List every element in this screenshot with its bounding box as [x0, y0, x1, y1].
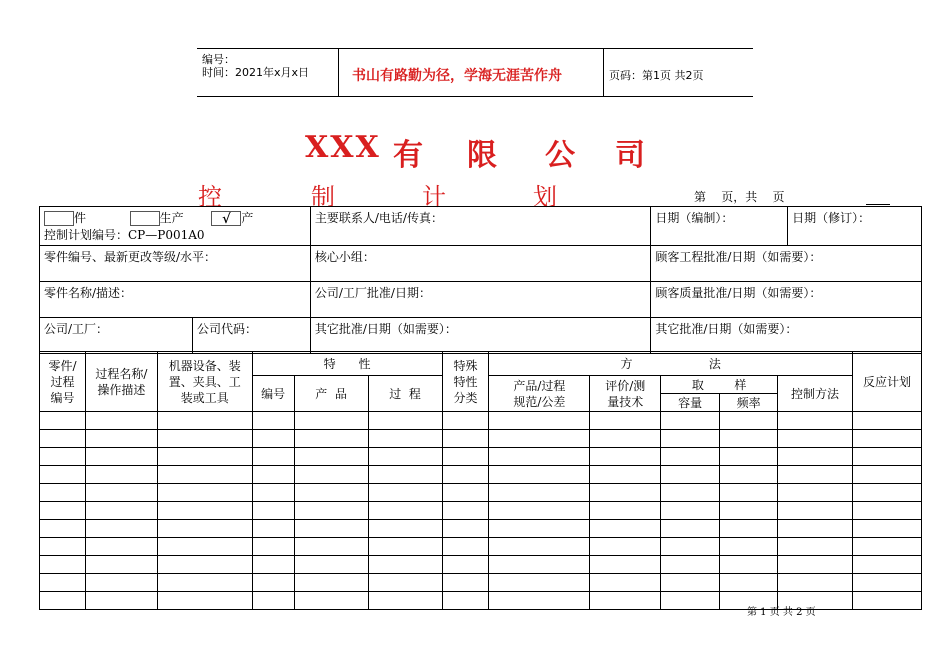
plant-approval-cell: 公司/工厂批准/日期： — [310, 282, 650, 318]
header-line: 机器设备、装 — [168, 358, 241, 373]
table-cell[interactable] — [590, 412, 661, 430]
table-cell[interactable] — [40, 556, 86, 574]
table-cell[interactable] — [40, 574, 86, 592]
table-cell[interactable] — [368, 484, 442, 502]
table-cell[interactable] — [294, 520, 368, 538]
table-cell[interactable] — [852, 502, 921, 520]
table-cell[interactable] — [294, 430, 368, 448]
table-cell[interactable] — [590, 574, 661, 592]
table-cell[interactable] — [489, 538, 590, 556]
table-cell[interactable] — [852, 592, 921, 610]
table-cell[interactable] — [294, 484, 368, 502]
table-cell[interactable] — [252, 430, 294, 448]
table-cell[interactable] — [489, 448, 590, 466]
col-process-name — [85, 352, 157, 412]
table-cell[interactable] — [252, 448, 294, 466]
table-row — [40, 520, 922, 538]
table-cell[interactable] — [157, 556, 252, 574]
table-cell[interactable] — [442, 592, 489, 610]
table-row — [40, 412, 922, 430]
header-line: 量技术 — [607, 394, 644, 409]
table-cell[interactable] — [252, 520, 294, 538]
table-cell[interactable] — [590, 520, 661, 538]
company-plant-cell: 公司/工厂： — [40, 318, 193, 354]
table-cell[interactable] — [852, 556, 921, 574]
header-line: 编号 — [50, 390, 75, 405]
page-info: 第 页，共 页 — [694, 190, 785, 204]
table-cell[interactable] — [778, 466, 853, 484]
header-line: 过程 — [50, 374, 75, 389]
core-team-cell: 核心小组： — [310, 246, 650, 282]
table-cell[interactable] — [157, 502, 252, 520]
table-cell[interactable] — [720, 430, 778, 448]
table-cell[interactable] — [720, 538, 778, 556]
col-sample: 取 样 — [661, 376, 778, 394]
table-cell[interactable] — [852, 520, 921, 538]
customer-eng-approval-cell: 顾客工程批准/日期（如需要）： — [651, 246, 922, 282]
table-cell[interactable] — [590, 430, 661, 448]
header-line: 零件/ — [48, 358, 77, 373]
col-spec-tolerance — [489, 376, 590, 412]
table-cell[interactable] — [85, 466, 157, 484]
table-cell[interactable] — [778, 574, 853, 592]
table-cell[interactable] — [252, 538, 294, 556]
other-approval-cell: 其它批准/日期（如需要）： — [310, 318, 650, 354]
table-cell[interactable] — [40, 520, 86, 538]
table-cell[interactable] — [85, 574, 157, 592]
header-line: 过程名称/ — [95, 366, 148, 381]
table-cell[interactable] — [442, 430, 489, 448]
part-name-cell: 零件名称/描述： — [40, 282, 311, 318]
table-cell[interactable] — [489, 430, 590, 448]
table-cell[interactable] — [252, 574, 294, 592]
contact-cell: 主要联系人/电话/传真： — [310, 207, 650, 246]
header-divider — [603, 48, 604, 96]
table-cell[interactable] — [590, 466, 661, 484]
footer-page: 第 1 页 共 2 页 — [747, 607, 816, 618]
table-cell[interactable] — [40, 466, 86, 484]
table-cell[interactable] — [590, 556, 661, 574]
header-line: 产品/过程 — [513, 378, 566, 393]
company-title-part: 限 — [467, 138, 499, 173]
table-cell[interactable] — [368, 556, 442, 574]
table-cell[interactable] — [157, 484, 252, 502]
plan-title — [198, 177, 578, 211]
table-cell[interactable] — [85, 556, 157, 574]
table-row — [40, 502, 922, 520]
table-cell[interactable] — [489, 412, 590, 430]
table-cell[interactable] — [442, 466, 489, 484]
table-cell[interactable] — [590, 538, 661, 556]
table-cell[interactable] — [778, 430, 853, 448]
table-cell[interactable] — [852, 466, 921, 484]
prototype-checkbox[interactable] — [44, 211, 74, 226]
header-top-rule — [197, 48, 753, 49]
table-cell[interactable] — [489, 574, 590, 592]
plan-number: 控制计划编号：CP—P001A0 — [44, 228, 205, 242]
table-cell[interactable] — [85, 448, 157, 466]
table-cell[interactable] — [489, 520, 590, 538]
table-cell[interactable] — [489, 502, 590, 520]
table-cell[interactable] — [368, 538, 442, 556]
plan-title-char: 划 — [533, 183, 557, 211]
table-cell[interactable] — [778, 502, 853, 520]
col-process: 过 程 — [368, 376, 442, 412]
table-cell[interactable] — [720, 448, 778, 466]
table-cell[interactable] — [720, 502, 778, 520]
plan-title-char: 控 — [198, 183, 222, 211]
table-cell[interactable] — [489, 592, 590, 610]
table-cell[interactable] — [590, 592, 661, 610]
table-cell[interactable] — [489, 484, 590, 502]
table-row — [40, 430, 922, 448]
table-cell[interactable] — [294, 412, 368, 430]
table-cell[interactable] — [368, 502, 442, 520]
table-cell[interactable] — [778, 484, 853, 502]
table-cell[interactable] — [661, 574, 720, 592]
table-cell[interactable] — [157, 574, 252, 592]
col-sample-freq: 频率 — [720, 394, 778, 412]
table-cell[interactable] — [720, 412, 778, 430]
table-cell[interactable] — [252, 484, 294, 502]
page-code: 页码：第1页 共2页 — [609, 69, 704, 82]
col-equipment — [157, 352, 252, 412]
header-bottom-rule — [197, 96, 753, 97]
table-cell[interactable] — [157, 430, 252, 448]
table-cell[interactable] — [85, 484, 157, 502]
table-cell[interactable] — [252, 592, 294, 610]
other-approval-cell: 其它批准/日期（如需要）： — [651, 318, 922, 354]
table-cell[interactable] — [442, 502, 489, 520]
table-row — [40, 466, 922, 484]
header-line: 装或工具 — [180, 390, 229, 405]
table-cell[interactable] — [852, 430, 921, 448]
table-cell[interactable] — [368, 466, 442, 484]
table-cell[interactable] — [157, 592, 252, 610]
table-cell[interactable] — [85, 538, 157, 556]
table-cell[interactable] — [294, 592, 368, 610]
table-cell[interactable] — [442, 556, 489, 574]
header-line: 特性 — [453, 374, 478, 389]
table-cell[interactable] — [40, 484, 86, 502]
table-cell[interactable] — [252, 502, 294, 520]
table-cell[interactable] — [489, 556, 590, 574]
header-line: 特殊 — [453, 358, 478, 373]
table-cell[interactable] — [40, 430, 86, 448]
table-cell[interactable] — [442, 484, 489, 502]
table-cell[interactable] — [720, 484, 778, 502]
table-cell[interactable] — [778, 448, 853, 466]
table-row — [40, 448, 922, 466]
table-cell[interactable] — [85, 412, 157, 430]
company-title-part: XXX — [305, 130, 381, 165]
prototype-label: 件 — [74, 211, 87, 225]
table-cell[interactable] — [157, 466, 252, 484]
table-cell[interactable] — [778, 520, 853, 538]
production-checkbox[interactable]: √ — [211, 211, 241, 226]
table-cell[interactable] — [40, 502, 86, 520]
header-line: 操作描述 — [97, 382, 146, 397]
col-characteristics: 特 性 — [252, 352, 442, 376]
table-cell[interactable] — [720, 520, 778, 538]
table-cell[interactable] — [157, 448, 252, 466]
col-reaction-plan: 反应计划 — [852, 352, 921, 412]
table-cell[interactable] — [157, 412, 252, 430]
table-cell[interactable] — [85, 430, 157, 448]
table-cell[interactable] — [368, 412, 442, 430]
company-title-part: 有 — [393, 138, 425, 173]
table-cell[interactable] — [661, 592, 720, 610]
table-row — [40, 574, 922, 592]
table-cell[interactable] — [252, 556, 294, 574]
table-cell[interactable] — [368, 520, 442, 538]
table-cell[interactable] — [778, 538, 853, 556]
table-cell[interactable] — [442, 538, 489, 556]
table-cell[interactable] — [442, 520, 489, 538]
table-cell[interactable] — [661, 412, 720, 430]
prelaunch-checkbox[interactable] — [130, 211, 160, 226]
plan-title-char: 制 — [311, 183, 335, 211]
table-row — [40, 538, 922, 556]
number-label: 编号： — [202, 53, 235, 66]
table-cell[interactable] — [661, 448, 720, 466]
prelaunch-label: 生产 — [159, 211, 184, 225]
table-cell[interactable] — [294, 556, 368, 574]
date-revised-cell: 日期（修订）： — [788, 207, 922, 246]
table-cell[interactable] — [368, 574, 442, 592]
table-cell[interactable] — [40, 592, 86, 610]
col-char-no: 编号 — [252, 376, 294, 412]
part-number-cell: 零件编号、最新更改等级/水平： — [40, 246, 311, 282]
table-cell[interactable] — [85, 502, 157, 520]
table-cell[interactable] — [720, 574, 778, 592]
motto-text: 书山有路勤为径，学海无涯苦作舟 — [352, 68, 562, 84]
company-title — [305, 130, 655, 173]
table-cell[interactable] — [157, 520, 252, 538]
header-line: 评价/测 — [605, 378, 646, 393]
table-cell[interactable] — [294, 538, 368, 556]
table-cell[interactable] — [442, 412, 489, 430]
table-cell[interactable] — [852, 412, 921, 430]
table-cell[interactable] — [40, 448, 86, 466]
info-table — [39, 206, 922, 354]
col-special-char — [442, 352, 489, 412]
table-cell[interactable] — [661, 538, 720, 556]
table-cell[interactable] — [661, 430, 720, 448]
table-cell[interactable] — [852, 574, 921, 592]
company-title-part: 司 — [615, 138, 647, 173]
customer-quality-approval-cell: 顾客质量批准/日期（如需要）： — [651, 282, 922, 318]
company-code-cell: 公司代码： — [192, 318, 310, 354]
table-cell[interactable] — [294, 466, 368, 484]
table-cell[interactable] — [661, 484, 720, 502]
header-line: 置、夹具、工 — [168, 374, 241, 389]
table-cell[interactable] — [368, 448, 442, 466]
table-cell[interactable] — [778, 412, 853, 430]
table-cell[interactable] — [852, 448, 921, 466]
table-cell[interactable] — [294, 448, 368, 466]
table-cell[interactable] — [778, 556, 853, 574]
col-eval-technique — [590, 376, 661, 412]
plan-type-cell — [40, 207, 311, 246]
table-row — [40, 484, 922, 502]
table-cell[interactable] — [661, 556, 720, 574]
table-cell[interactable] — [852, 538, 921, 556]
control-plan-table — [39, 351, 922, 610]
table-cell[interactable] — [85, 520, 157, 538]
time-label: 时间：2021年x月x日 — [202, 66, 310, 79]
production-label: 产 — [241, 211, 254, 225]
table-cell[interactable] — [368, 430, 442, 448]
table-cell[interactable] — [40, 412, 86, 430]
table-cell[interactable] — [489, 466, 590, 484]
table-cell[interactable] — [442, 574, 489, 592]
table-cell[interactable] — [661, 520, 720, 538]
table-cell[interactable] — [252, 466, 294, 484]
table-cell[interactable] — [368, 592, 442, 610]
table-cell[interactable] — [157, 538, 252, 556]
page-info-underline — [866, 204, 890, 205]
table-cell[interactable] — [294, 502, 368, 520]
table-cell[interactable] — [442, 448, 489, 466]
table-cell[interactable] — [85, 592, 157, 610]
header-line: 规范/公差 — [513, 394, 566, 409]
plan-title-char: 计 — [422, 183, 446, 211]
table-cell[interactable] — [661, 502, 720, 520]
table-cell[interactable] — [40, 538, 86, 556]
header-line: 分类 — [453, 390, 478, 405]
col-product: 产 品 — [294, 376, 368, 412]
header-divider — [338, 48, 339, 96]
table-cell[interactable] — [590, 448, 661, 466]
table-cell[interactable] — [720, 556, 778, 574]
col-part-process-no — [40, 352, 86, 412]
table-cell[interactable] — [661, 466, 720, 484]
table-cell[interactable] — [252, 412, 294, 430]
table-cell[interactable] — [720, 466, 778, 484]
table-cell[interactable] — [590, 484, 661, 502]
table-cell[interactable] — [294, 574, 368, 592]
table-row — [40, 556, 922, 574]
col-sample-size: 容量 — [661, 394, 720, 412]
col-control-method: 控制方法 — [778, 376, 853, 412]
date-compiled-cell: 日期（编制）： — [651, 207, 788, 246]
table-cell[interactable] — [852, 484, 921, 502]
company-title-part: 公 — [545, 138, 577, 173]
col-methods: 方 法 — [489, 352, 853, 376]
table-cell[interactable] — [590, 502, 661, 520]
